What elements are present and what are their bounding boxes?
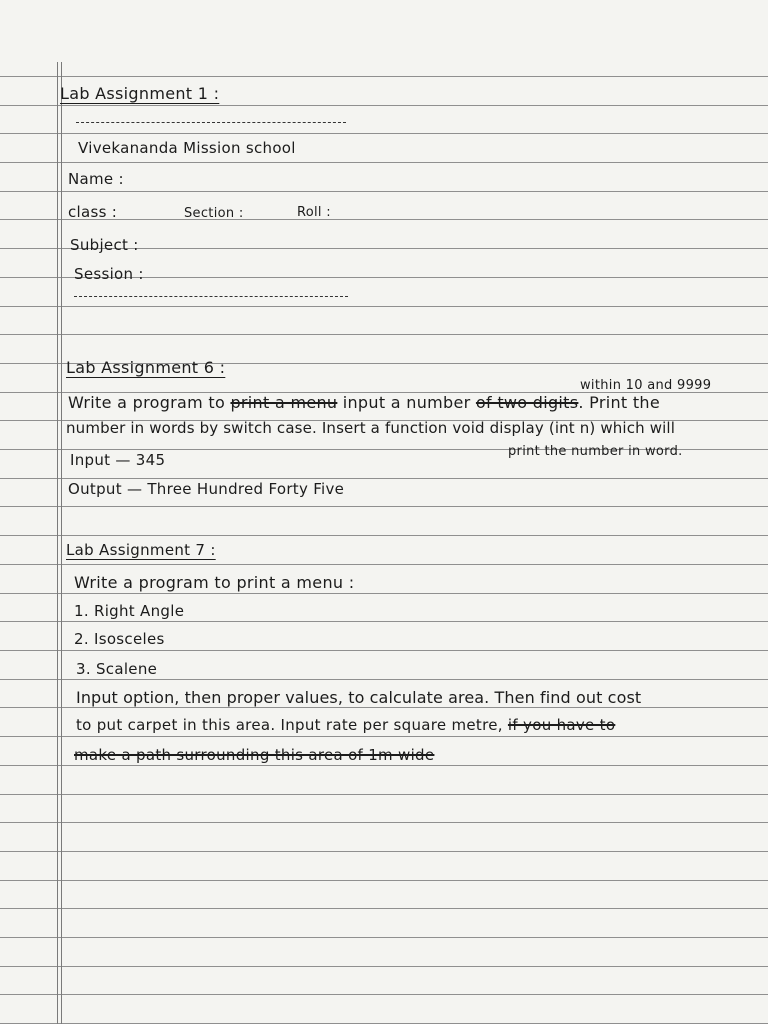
- ruled-line: [0, 765, 768, 766]
- ruled-line: [0, 334, 768, 335]
- ruled-line: [0, 650, 768, 651]
- ruled-line: [0, 851, 768, 852]
- text-span: input a number: [342, 393, 471, 412]
- ruled-line: [0, 76, 768, 77]
- text-span: Write a program to: [68, 393, 226, 412]
- menu-option-2: 2. Isosceles: [74, 630, 165, 648]
- ruled-line: [0, 994, 768, 995]
- dashed-separator: [76, 122, 346, 123]
- ruled-line: [0, 564, 768, 565]
- ruled-line: [0, 937, 768, 938]
- ruled-line: [0, 506, 768, 507]
- margin-line: [61, 62, 62, 1024]
- school-name: Vivekananda Mission school: [78, 139, 296, 157]
- lab6-line1: [68, 393, 660, 412]
- text-span: . Print the: [578, 393, 661, 412]
- struck-text: if you have to: [507, 716, 616, 734]
- ruled-line: [0, 478, 768, 479]
- name-label: Name :: [68, 170, 124, 188]
- ruled-line: [0, 966, 768, 967]
- roll-label: Roll :: [297, 205, 331, 220]
- ruled-line: [0, 822, 768, 823]
- lab7-line6: [76, 716, 615, 734]
- ruled-line: [0, 794, 768, 795]
- struck-text: of two digits: [475, 393, 579, 412]
- ruled-line: [0, 306, 768, 307]
- text-span: to put carpet in this area. Input rate per square metre,: [76, 716, 503, 734]
- ruled-line: [0, 880, 768, 881]
- subject-label: Subject :: [70, 236, 139, 254]
- menu-option-1: 1. Right Angle: [74, 602, 185, 620]
- ruled-line: [0, 535, 768, 536]
- lab1-heading: Lab Assignment 1 :: [60, 84, 220, 103]
- margin-line: [57, 62, 58, 1024]
- insertion-note: within 10 and 9999: [580, 378, 712, 393]
- example-output: Output — Three Hundred Forty Five: [68, 480, 345, 498]
- ruled-line: [0, 133, 768, 134]
- class-label: class :: [68, 203, 118, 221]
- struck-text: print a menu: [230, 393, 338, 412]
- example-input: Input — 345: [70, 451, 166, 469]
- session-label: Session :: [74, 265, 144, 283]
- section-label: Section :: [184, 206, 244, 221]
- lab7-line7-struck: make a path surrounding this area of 1m wide: [74, 746, 435, 764]
- lab6-heading: Lab Assignment 6 :: [66, 358, 226, 377]
- ruled-line: [0, 736, 768, 737]
- ruled-line: [0, 679, 768, 680]
- lab6-line3: print the number in word.: [508, 444, 683, 459]
- lab7-heading: Lab Assignment 7 :: [66, 541, 216, 559]
- ruled-line: [0, 191, 768, 192]
- ruled-line: [0, 162, 768, 163]
- dashed-separator: [74, 296, 348, 297]
- ruled-line: [0, 908, 768, 909]
- ruled-line: [0, 105, 768, 106]
- ruled-line: [0, 707, 768, 708]
- lab6-line2: number in words by switch case. Insert a function void display (int n) which will: [66, 419, 676, 437]
- lab7-line5: Input option, then proper values, to calculate area. Then find out cost: [76, 688, 642, 707]
- lab7-line1: Write a program to print a menu :: [74, 573, 355, 592]
- ruled-line: [0, 593, 768, 594]
- ruled-line: [0, 621, 768, 622]
- menu-option-3: 3. Scalene: [76, 660, 158, 678]
